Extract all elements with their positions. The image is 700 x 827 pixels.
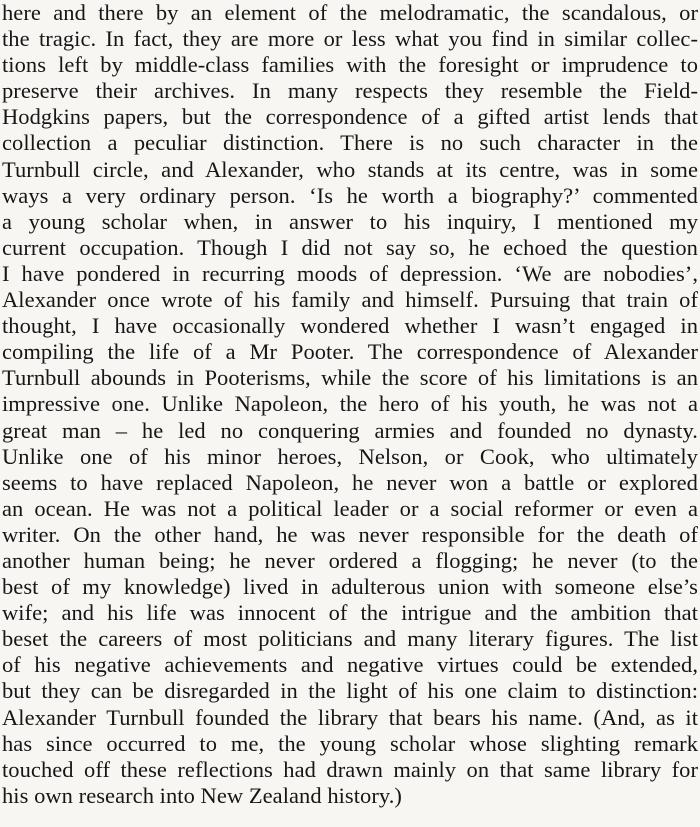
text-line: beset the careers of most politicians and many literary figures. The list bbox=[2, 626, 698, 652]
text-line: wife; and his life was innocent of the intrigue and the ambition that bbox=[2, 600, 698, 626]
text-line: has since occurred to me, the young scholar whose slighting remark bbox=[2, 730, 698, 756]
text-line: best of my knowledge) lived in adulterous union with someone else’s bbox=[2, 574, 698, 600]
text-line: Alexander once wrote of his family and himself. Pursuing that train of bbox=[2, 287, 698, 313]
text-line: a young scholar when, in answer to his inquiry, I mentioned my bbox=[2, 208, 698, 234]
text-line: Hodgkins papers, but the correspondence of a gifted artist lends that bbox=[2, 104, 698, 130]
text-line: ways a very ordinary person. ‘Is he worth a biography?’ commented bbox=[2, 182, 698, 208]
text-line: writer. On the other hand, he was never responsible for the death of bbox=[2, 521, 698, 547]
text-line: tions left by middle-class families with the foresight or imprudence to bbox=[2, 52, 698, 78]
text-line: Turnbull abounds in Pooterisms, while the score of his limitations is an bbox=[2, 365, 698, 391]
text-line: great man – he led no conquering armies and founded no dynasty. bbox=[2, 417, 698, 443]
text-line: another human being; he never ordered a flogging; he never (to the bbox=[2, 547, 698, 573]
text-line: here and there by an element of the melodramatic, the scandalous, or bbox=[2, 0, 698, 25]
text-line: of his negative achievements and negative virtues could be extended, bbox=[2, 652, 698, 678]
text-line: an ocean. He was not a political leader or a social reformer or even a bbox=[2, 495, 698, 521]
text-line: touched off these reflections had drawn mainly on that same library for bbox=[2, 756, 698, 782]
text-line: Turnbull circle, and Alexander, who stands at its centre, was in some bbox=[2, 156, 698, 182]
text-line: seems to have replaced Napoleon, he never won a battle or explored bbox=[2, 469, 698, 495]
text-line: impressive one. Unlike Napoleon, the hero of his youth, he was not a bbox=[2, 391, 698, 417]
text-line: but they can be disregarded in the light of his one claim to distinction: bbox=[2, 678, 698, 704]
text-line: Unlike one of his minor heroes, Nelson, or Cook, who ultimately bbox=[2, 443, 698, 469]
text-line: I have pondered in recurring moods of depression. ‘We are nobodies’, bbox=[2, 260, 698, 286]
text-line: preserve their archives. In many respects they resemble the Field- bbox=[2, 78, 698, 104]
text-line: current occupation. Though I did not say so, he echoed the question bbox=[2, 234, 698, 260]
text-line: the tragic. In fact, they are more or less what you find in similar collec- bbox=[2, 26, 698, 52]
text-line: compiling the life of a Mr Pooter. The correspondence of Alexander bbox=[2, 339, 698, 365]
book-page bbox=[2, 0, 698, 809]
text-line: collection a peculiar distinction. There is no such character in the bbox=[2, 130, 698, 156]
text-line: thought, I have occasionally wondered whether I wasn’t engaged in bbox=[2, 313, 698, 339]
text-line: his own research into New Zealand history.) bbox=[2, 782, 402, 808]
text-line: Alexander Turnbull founded the library that bears his name. (And, as it bbox=[2, 704, 698, 730]
